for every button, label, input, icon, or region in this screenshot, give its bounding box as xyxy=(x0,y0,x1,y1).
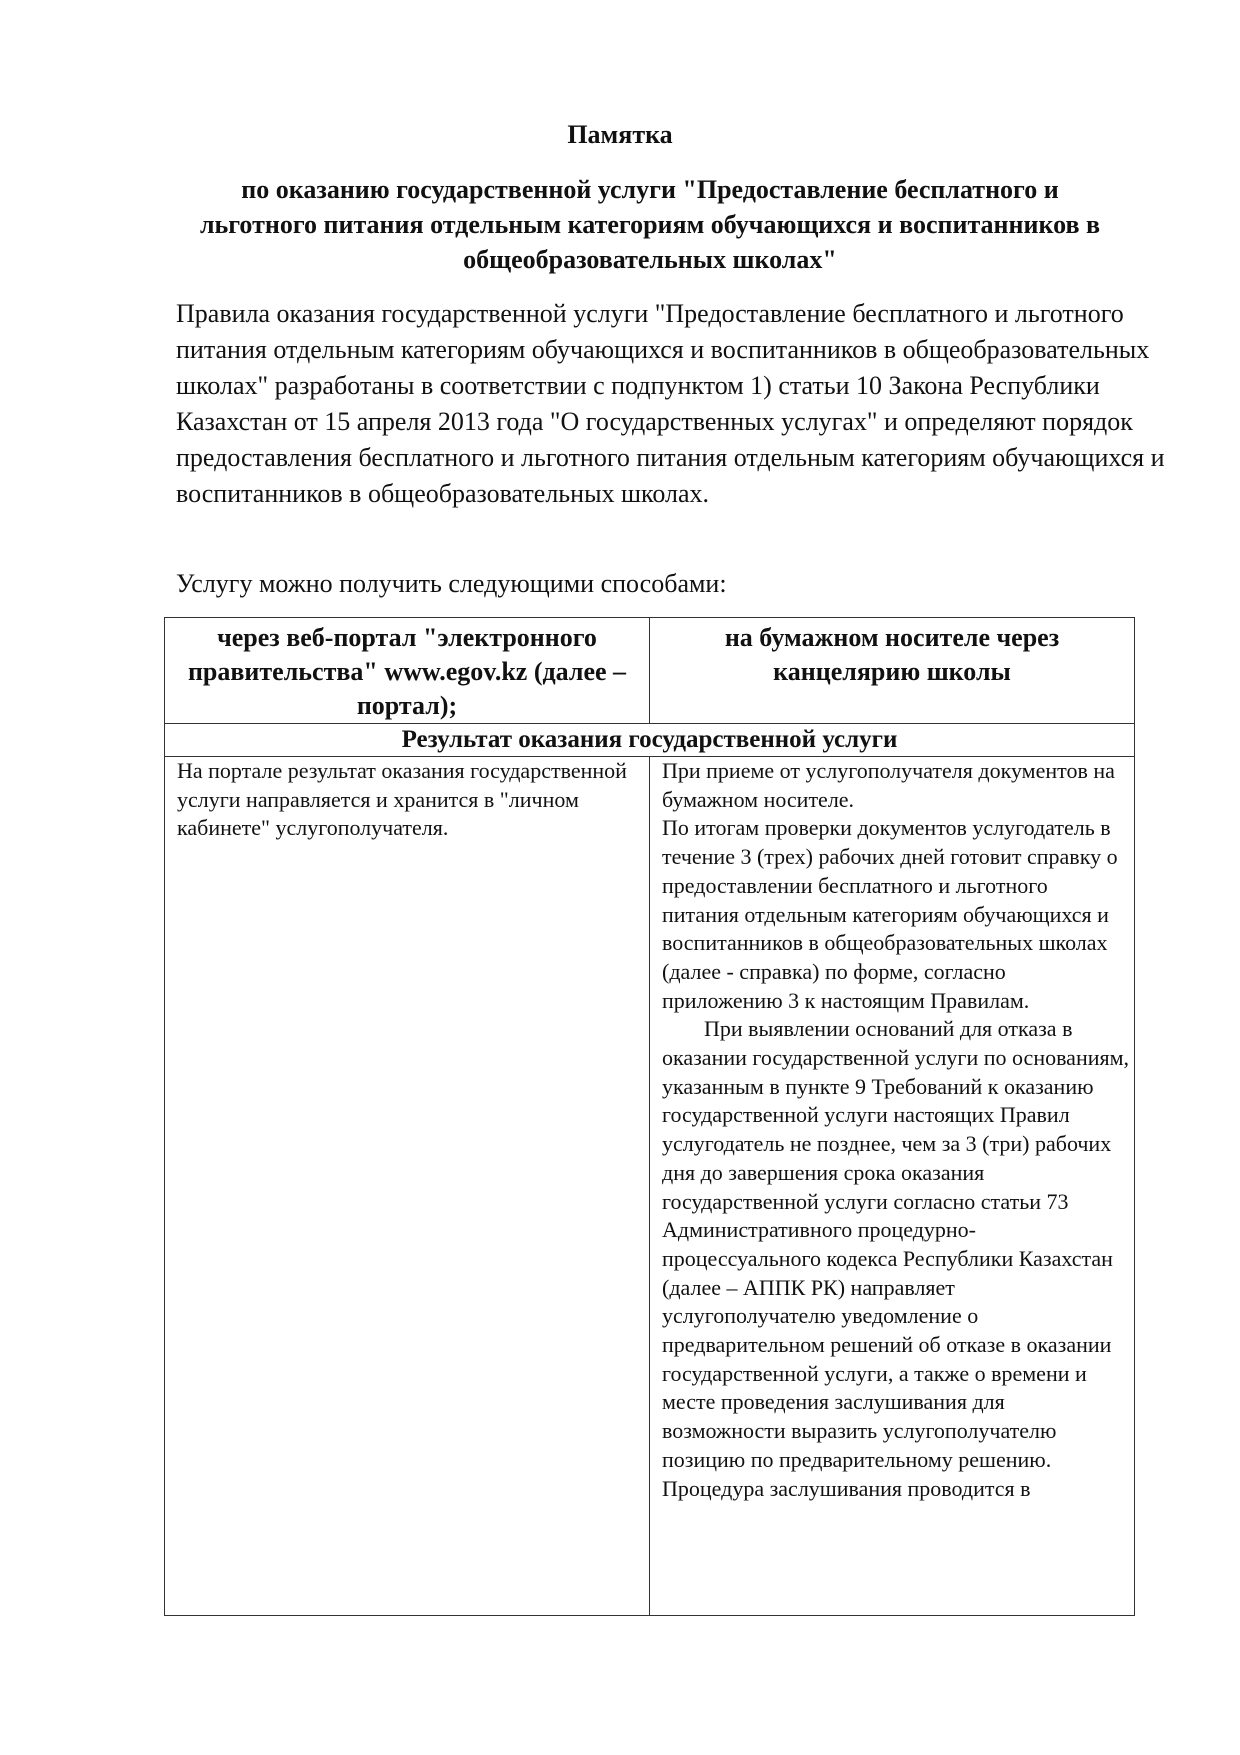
ways-label: Услугу можно получить следующими способами: xyxy=(176,569,727,598)
result-paper-paragraph-1: При приеме от услугополучателя документов на бумажном носителе. xyxy=(662,758,1115,812)
column-header-portal: через веб-портал "электронного правительства" www.egov.kz (далее – портал); xyxy=(165,618,650,724)
document-subtitle: по оказанию государственной услуги "Предоставление бесплатного и льготного питания отдельным категориям обучающихся и воспитанников в общеобразовательных школах" xyxy=(199,175,1101,274)
result-paper-cell xyxy=(650,757,1135,1616)
document-title: Памятка xyxy=(567,120,673,149)
section-title: Результат оказания государственной услуги xyxy=(165,724,1135,757)
intro-paragraph: Правила оказания государственной услуги "Предоставление бесплатного и льготного питания отдельным категориям обучающихся и воспитанников в общеобразовательных школах" разработаны в соответствии с подпунктом 1) статьи 10 Закона Республики Казахстан от 15 апреля 2013 года "О государственных услугах" и определяют порядок предоставления бесплатного и льготного питания отдельным категориям обучающихся и воспитанников в общеобразовательных школах. xyxy=(176,299,1165,508)
result-paper-paragraph-4: Процедура заслушивания проводится в xyxy=(662,1475,1031,1501)
table-header-row xyxy=(165,618,1135,724)
table-section-row xyxy=(165,724,1135,757)
result-portal-cell: На портале результат оказания государственной услуги направляется и хранится в "личном кабинете" услугополучателя. xyxy=(165,757,650,1616)
column-header-paper: на бумажном носителе через канцелярию школы xyxy=(650,618,1135,724)
result-paper-paragraph-3: При выявлении оснований для отказа в оказании государственной услуги по основаниям, указанным в пункте 9 Требований к оказанию государственной услуги настоящих Правил услугодатель не позднее, чем за 3 (три) рабочих дня до завершения срока оказания государственной услуги согласно статьи 73 Административного процедурно-процессуального кодекса Республики Казахстан (далее – АППК РК) направляет услугополучателю уведомление о предварительном решений об отказе в оказании государственной услуги, а также о времени и месте проведения заслушивания для возможности выразить услугополучателю позицию по предварительному решению. xyxy=(662,1016,1130,1472)
result-paper-paragraph-2: По итогам проверки документов услугодатель в течение 3 (трех) рабочих дней готовит справку о предоставлении бесплатного и льготного питания отдельным категориям обучающихся и воспитанников в общеобразовательных школах (далее - справка) по форме, согласно приложению 3 к настоящим Правилам. xyxy=(662,815,1118,1013)
service-table xyxy=(164,617,1135,1616)
table-row xyxy=(165,757,1135,1616)
